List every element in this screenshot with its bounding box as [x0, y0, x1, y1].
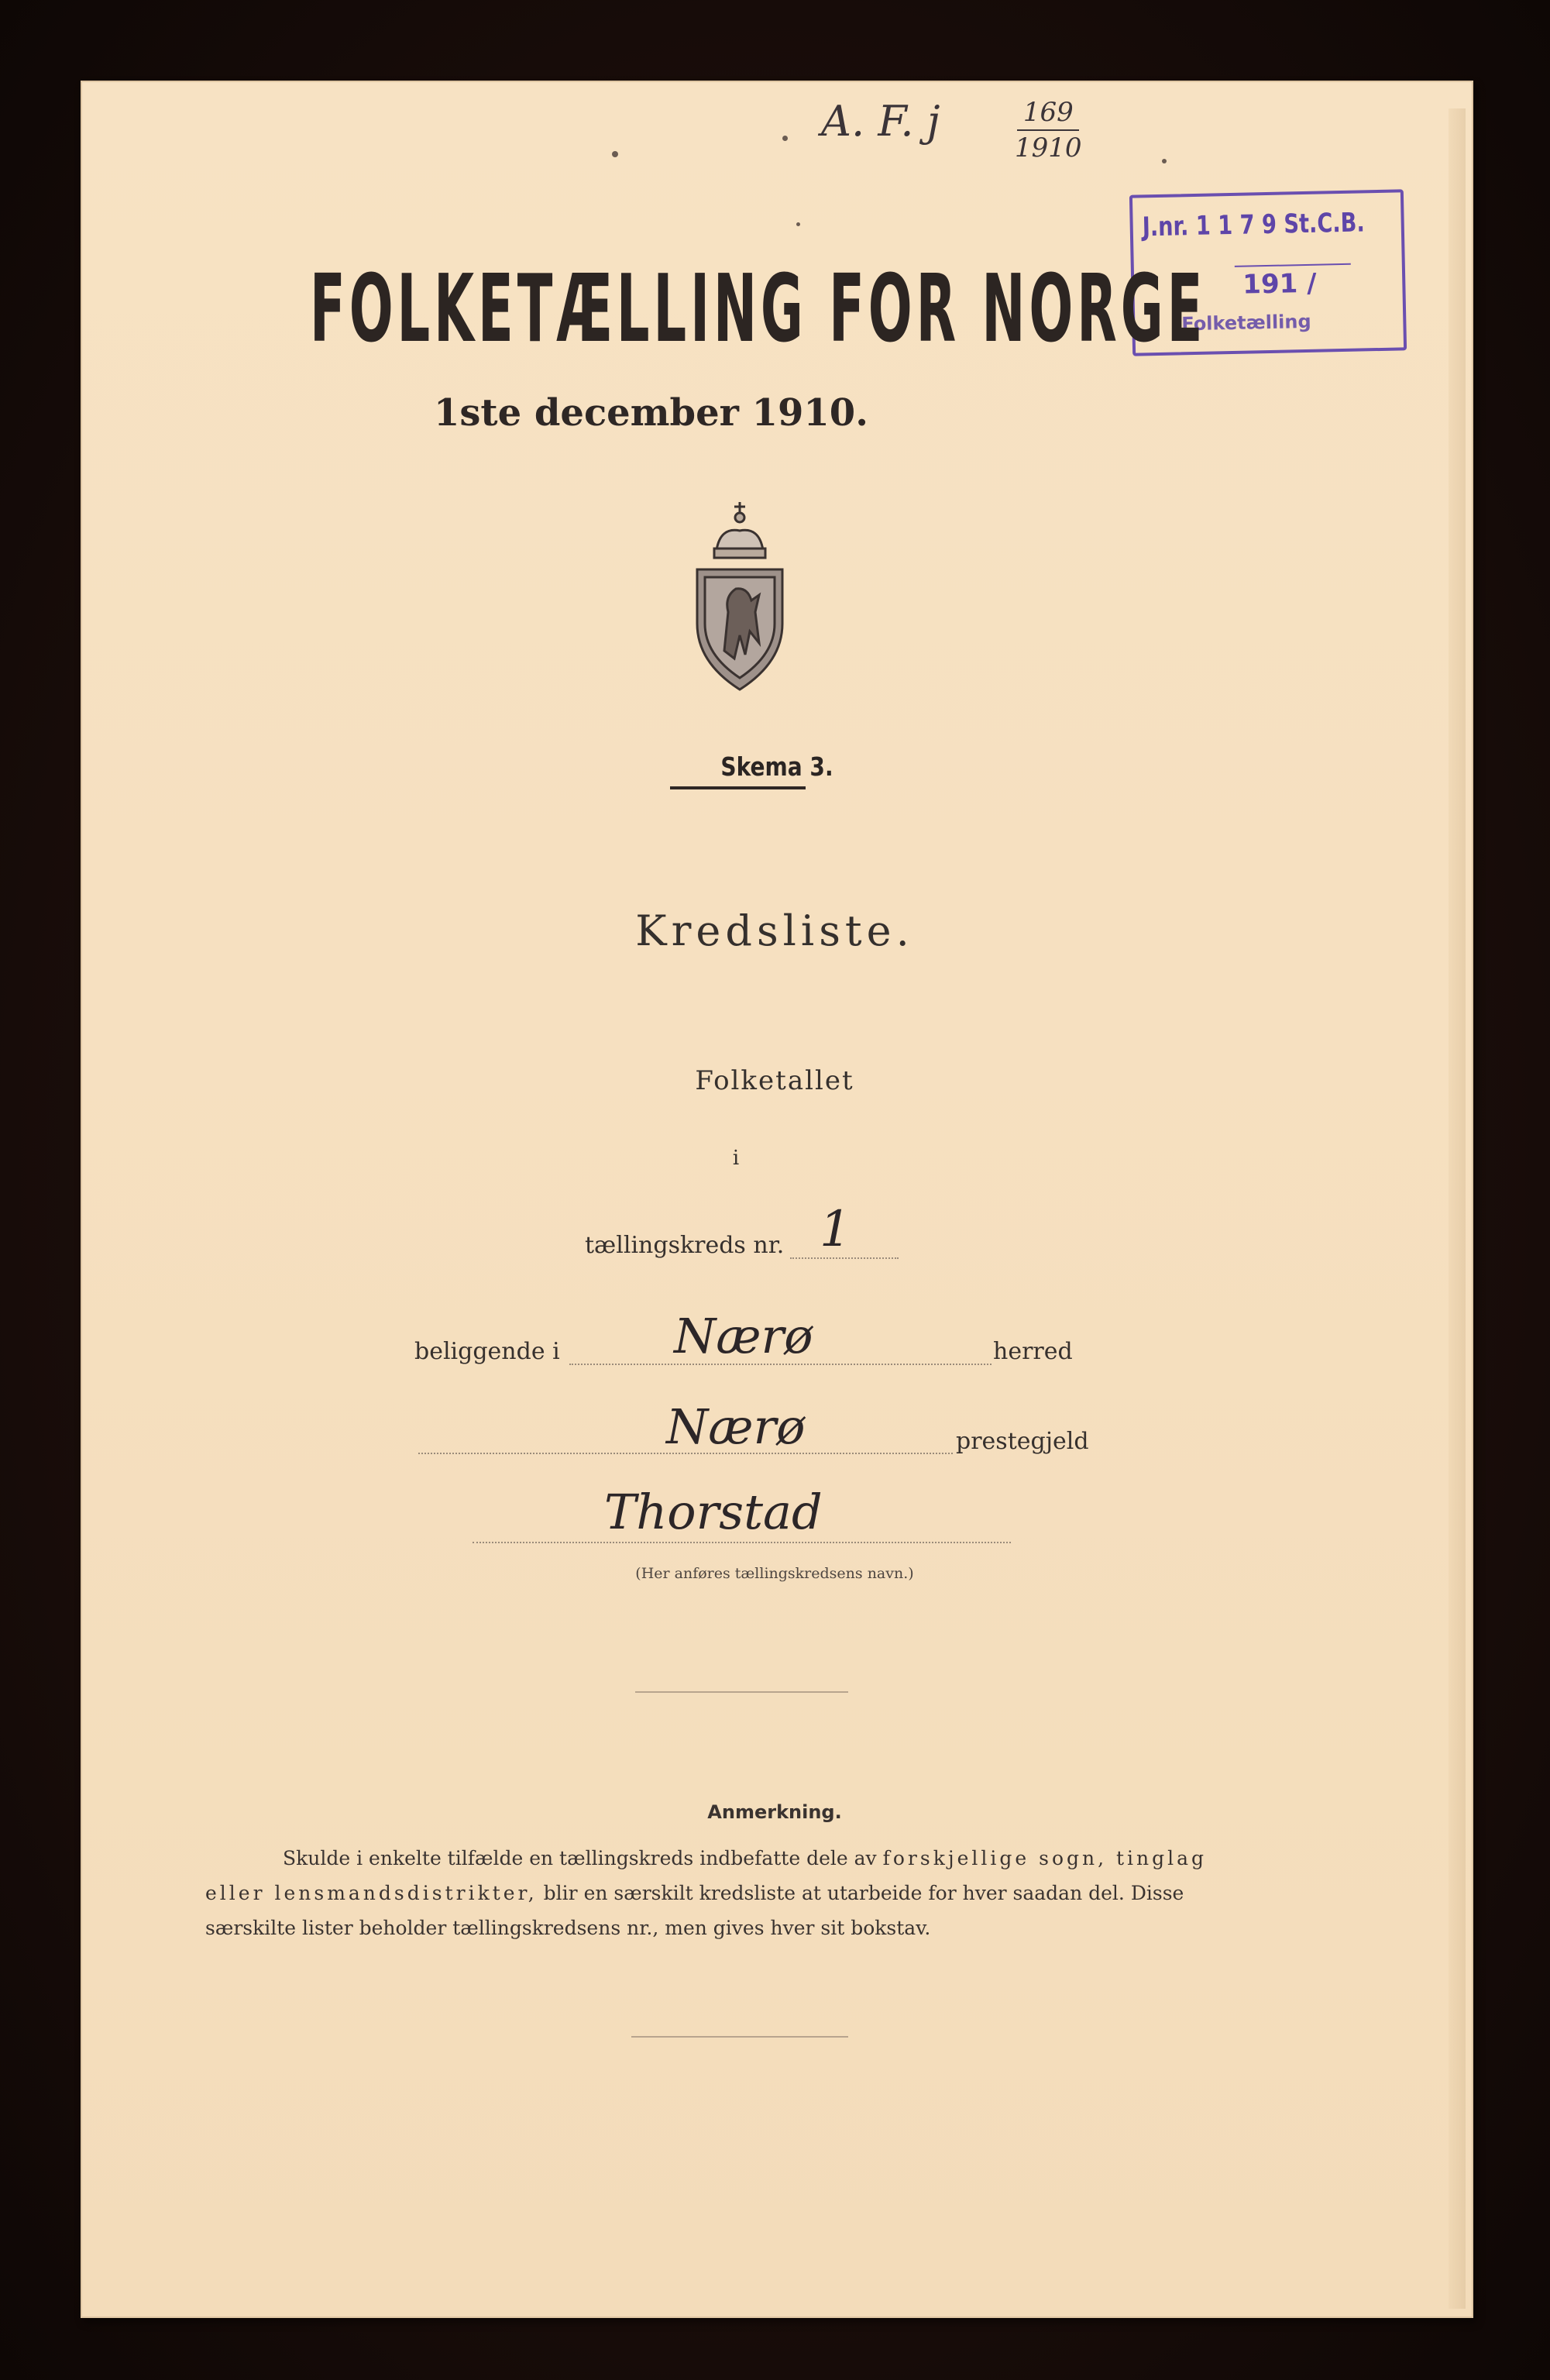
kreds-label: tællingskreds nr.	[585, 1232, 785, 1259]
kreds-navn-note: (Her anføres tællingskredsens navn.)	[635, 1565, 914, 1582]
herred-label: herred	[993, 1338, 1073, 1365]
prestegjeld-label: prestegjeld	[956, 1428, 1089, 1455]
separator-line	[635, 1691, 848, 1693]
stamp-year: 191 /	[1242, 267, 1317, 301]
schema-underline	[670, 786, 806, 789]
anmerkning-line-2a: eller lensmandsdistrikter,	[205, 1882, 538, 1904]
stamp-label: Folketælling	[1181, 310, 1311, 335]
paper-speck	[1162, 159, 1167, 163]
kreds-navn-dotline	[473, 1542, 1011, 1543]
anmerkning-line-1	[205, 1841, 1282, 1876]
anmerkning-line-2b: blir en særskilt kredsliste at utarbeide for hver saadan del. Disse	[543, 1882, 1184, 1904]
stamp-journal-number: J.nr. 1 1 7 9 St.C.B.	[1142, 207, 1366, 243]
kreds-value: 1	[820, 1201, 851, 1258]
beliggende-label: beliggende i	[414, 1338, 560, 1365]
archive-annotation: A. F. j	[821, 97, 940, 146]
beliggende-value: Nærø	[674, 1308, 813, 1364]
document-heading: Kredsliste.	[635, 906, 914, 955]
paper-speck	[782, 136, 788, 141]
stamp-underline	[1235, 263, 1351, 267]
sheet-edge	[1449, 108, 1466, 2309]
fraction-top: 169	[1022, 97, 1074, 128]
anmerkning-line-1a: Skulde i enkelte tilfælde en tællingskreds indbefatte dele av	[283, 1847, 877, 1869]
schema-number: Skema 3.	[720, 751, 833, 782]
anmerkning-body	[205, 1841, 1282, 1945]
preposition-i: i	[732, 1147, 740, 1170]
anmerkning-line-2	[205, 1876, 1282, 1911]
paper-speck	[612, 151, 618, 157]
anmerkning-title: Anmerkning.	[707, 1801, 842, 1823]
census-date: 1ste december 1910.	[434, 391, 868, 435]
kreds-navn-value: Thorstad	[604, 1484, 823, 1540]
anmerkning-line-1b: forskjellige sogn, tinglag	[882, 1847, 1208, 1869]
page-title: FOLKETÆLLING FOR NORGE	[310, 256, 1207, 363]
coat-of-arms-icon	[682, 496, 798, 697]
document-subheading: Folketallet	[695, 1065, 854, 1096]
bottom-separator-line	[631, 2036, 848, 2038]
anmerkning-line-3: særskilte lister beholder tællingskredsens nr., men gives hver sit bokstav.	[205, 1917, 931, 1939]
paper-speck	[796, 222, 800, 226]
fraction-bar	[1017, 129, 1079, 131]
prestegjeld-value: Nærø	[666, 1398, 806, 1455]
fraction-bottom: 1910	[1015, 132, 1082, 163]
archive-annotation-fraction	[1015, 97, 1082, 163]
